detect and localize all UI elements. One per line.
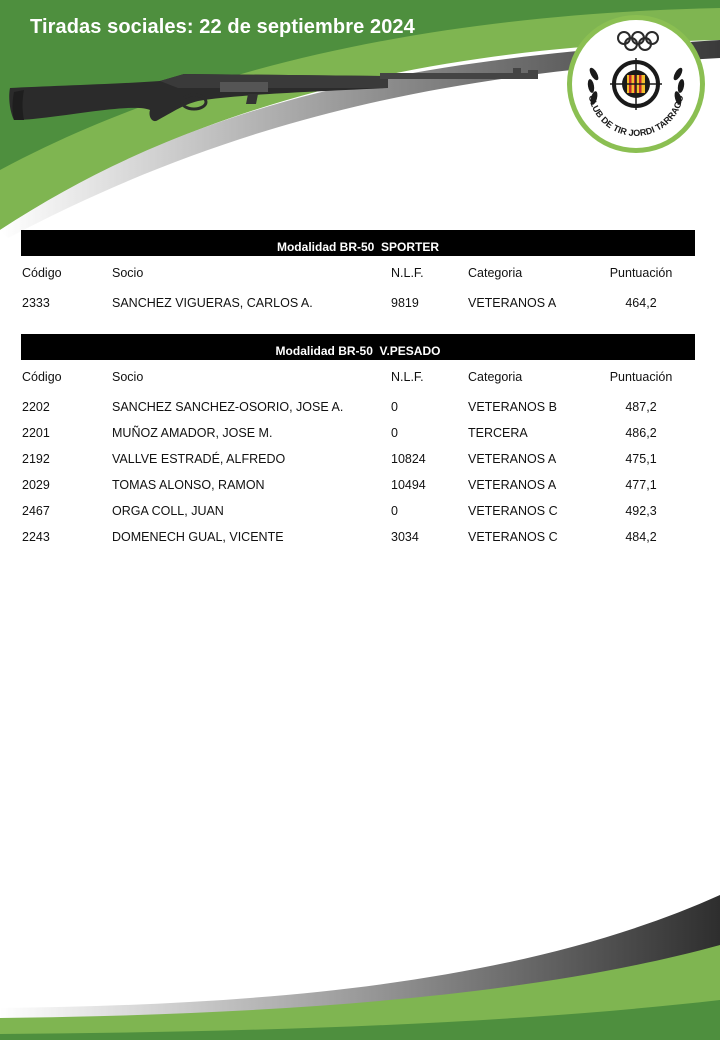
cell-nlf: 9819 bbox=[391, 296, 419, 310]
cell-score: 464,2 bbox=[625, 296, 657, 310]
table-row bbox=[21, 390, 695, 416]
col-member-header: Socio bbox=[112, 370, 144, 384]
cell-code: 2201 bbox=[22, 426, 50, 440]
col-category-header: Categoria bbox=[468, 370, 523, 384]
table-row bbox=[21, 520, 695, 546]
table-header-row bbox=[21, 256, 695, 286]
results-container bbox=[21, 230, 695, 568]
cell-nlf: 0 bbox=[391, 400, 398, 414]
table-row bbox=[21, 286, 695, 312]
cell-category: VETERANOS C bbox=[468, 504, 558, 518]
cell-nlf: 10494 bbox=[391, 478, 426, 492]
cell-member: TOMAS ALONSO, RAMON bbox=[112, 478, 265, 492]
table-row bbox=[21, 442, 695, 468]
cell-member: SANCHEZ VIGUERAS, CARLOS A. bbox=[112, 296, 313, 310]
cell-category: VETERANOS A bbox=[468, 478, 557, 492]
col-score-header: Puntuación bbox=[609, 266, 673, 280]
cell-code: 2192 bbox=[22, 452, 50, 466]
cell-member: MUÑOZ AMADOR, JOSE M. bbox=[112, 426, 273, 440]
cell-category: VETERANOS C bbox=[468, 530, 558, 544]
cell-category: VETERANOS B bbox=[468, 400, 557, 414]
page-title: Tiradas sociales: 22 de septiembre 2024 bbox=[30, 16, 415, 38]
cell-score: 486,2 bbox=[625, 426, 657, 440]
col-score-header: Puntuación bbox=[609, 370, 673, 384]
cell-nlf: 3034 bbox=[391, 530, 419, 544]
rifle-image bbox=[8, 62, 542, 132]
cell-score: 492,3 bbox=[625, 504, 657, 518]
cell-score: 487,2 bbox=[625, 400, 657, 414]
col-nlf-header: N.L.F. bbox=[391, 266, 424, 280]
section-title: Modalidad BR-50 V.PESADO bbox=[21, 334, 695, 360]
table-header-row bbox=[21, 360, 695, 390]
cell-score: 477,1 bbox=[625, 478, 657, 492]
section-sporter bbox=[21, 230, 695, 312]
table-row bbox=[21, 468, 695, 494]
col-member-header: Socio bbox=[112, 266, 144, 280]
cell-category: VETERANOS A bbox=[468, 452, 557, 466]
cell-member: ORGA COLL, JUAN bbox=[112, 504, 224, 518]
cell-code: 2467 bbox=[22, 504, 50, 518]
section-title: Modalidad BR-50 SPORTER bbox=[21, 230, 695, 256]
cell-member: DOMENECH GUAL, VICENTE bbox=[112, 530, 284, 544]
col-code-header: Código bbox=[22, 266, 62, 280]
cell-code: 2333 bbox=[22, 296, 50, 310]
cell-category: VETERANOS A bbox=[468, 296, 557, 310]
section-v-pesado bbox=[21, 334, 695, 546]
col-nlf-header: N.L.F. bbox=[391, 370, 424, 384]
cell-score: 484,2 bbox=[625, 530, 657, 544]
cell-nlf: 10824 bbox=[391, 452, 426, 466]
table-row bbox=[21, 416, 695, 442]
cell-member: VALLVE ESTRADÉ, ALFREDO bbox=[112, 452, 286, 466]
cell-category: TERCERA bbox=[468, 426, 528, 440]
table-row bbox=[21, 494, 695, 520]
cell-nlf: 0 bbox=[391, 426, 398, 440]
club-logo bbox=[566, 14, 706, 154]
cell-code: 2029 bbox=[22, 478, 50, 492]
cell-code: 2243 bbox=[22, 530, 50, 544]
col-code-header: Código bbox=[22, 370, 62, 384]
logo-text: CLUB DE TIR JORDI TARRAGO bbox=[586, 94, 686, 139]
cell-code: 2202 bbox=[22, 400, 50, 414]
cell-score: 475,1 bbox=[625, 452, 657, 466]
cell-member: SANCHEZ SANCHEZ-OSORIO, JOSE A. bbox=[112, 400, 344, 414]
col-category-header: Categoria bbox=[468, 266, 523, 280]
cell-nlf: 0 bbox=[391, 504, 398, 518]
